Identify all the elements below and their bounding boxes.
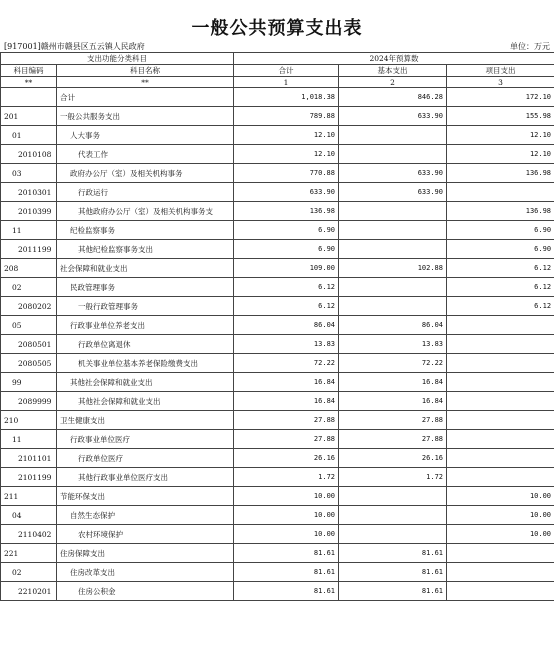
table-row (1, 259, 554, 278)
row-code: 02 (1, 563, 57, 582)
row-total: 13.83 (234, 335, 339, 354)
row-total: 27.88 (234, 411, 339, 430)
row-code: 2089999 (1, 392, 57, 411)
table-row (1, 373, 554, 392)
row-basic (339, 278, 447, 297)
row-project (447, 563, 554, 582)
row-basic (339, 506, 447, 525)
row-name: 合计 (57, 88, 234, 107)
table-row (1, 544, 554, 563)
row-project (447, 354, 554, 373)
row-project: 10.00 (447, 525, 554, 544)
row-total: 136.98 (234, 202, 339, 221)
row-name: 节能环保支出 (57, 487, 234, 506)
row-name: 其他社会保障和就业支出 (57, 392, 234, 411)
header-basic: 基本支出 (339, 65, 447, 77)
row-name: 行政单位医疗 (57, 449, 234, 468)
header-row-columns (1, 65, 554, 77)
row-project (447, 316, 554, 335)
table-row (1, 430, 554, 449)
row-total: 10.00 (234, 506, 339, 525)
row-total: 86.04 (234, 316, 339, 335)
row-code (1, 88, 57, 107)
header-col3: 3 (447, 77, 554, 88)
row-name: 自然生态保护 (57, 506, 234, 525)
row-basic (339, 145, 447, 164)
row-code: 2080202 (1, 297, 57, 316)
row-code: 11 (1, 221, 57, 240)
row-basic: 86.04 (339, 316, 447, 335)
row-basic (339, 240, 447, 259)
row-code: 211 (1, 487, 57, 506)
row-code: 01 (1, 126, 57, 145)
row-total: 6.12 (234, 297, 339, 316)
row-basic (339, 525, 447, 544)
row-total: 81.61 (234, 582, 339, 601)
row-basic: 81.61 (339, 563, 447, 582)
header-total: 合计 (234, 65, 339, 77)
row-code: 201 (1, 107, 57, 126)
row-name: 行政单位离退休 (57, 335, 234, 354)
table-row (1, 107, 554, 126)
table-row (1, 240, 554, 259)
row-name: 民政管理事务 (57, 278, 234, 297)
row-name: 人大事务 (57, 126, 234, 145)
table-row (1, 525, 554, 544)
table-row (1, 468, 554, 487)
row-basic: 27.88 (339, 411, 447, 430)
row-basic: 1.72 (339, 468, 447, 487)
header-name-mark: ** (57, 77, 234, 88)
row-total: 27.88 (234, 430, 339, 449)
row-basic: 81.61 (339, 544, 447, 563)
header-project: 项目支出 (447, 65, 554, 77)
table-row (1, 582, 554, 601)
organization-label: [917001]赣州市赣县区五云镇人民政府 (4, 42, 145, 51)
row-total: 6.90 (234, 240, 339, 259)
row-code: 221 (1, 544, 57, 563)
row-name: 其他社会保障和就业支出 (57, 373, 234, 392)
row-total: 26.16 (234, 449, 339, 468)
row-code: 2110402 (1, 525, 57, 544)
row-name: 社会保障和就业支出 (57, 259, 234, 278)
row-total: 770.88 (234, 164, 339, 183)
table-row (1, 316, 554, 335)
table-row (1, 164, 554, 183)
row-project (447, 449, 554, 468)
row-code: 2080505 (1, 354, 57, 373)
row-total: 72.22 (234, 354, 339, 373)
header-col2: 2 (339, 77, 447, 88)
row-project (447, 392, 554, 411)
header-name: 科目名称 (57, 65, 234, 77)
row-total: 633.90 (234, 183, 339, 202)
row-basic: 16.84 (339, 392, 447, 411)
table-row (1, 88, 554, 107)
row-project (447, 411, 554, 430)
header-func-group: 支出功能分类科目 (1, 53, 234, 65)
row-total: 109.00 (234, 259, 339, 278)
row-total: 81.61 (234, 544, 339, 563)
header-row-group (1, 53, 554, 65)
row-basic (339, 297, 447, 316)
budget-table (0, 52, 554, 601)
table-row (1, 126, 554, 145)
row-project: 6.12 (447, 297, 554, 316)
row-total: 1,018.38 (234, 88, 339, 107)
row-code: 2210201 (1, 582, 57, 601)
row-code: 03 (1, 164, 57, 183)
page-title: 一般公共预算支出表 (191, 18, 363, 39)
table-row (1, 221, 554, 240)
row-project: 155.98 (447, 107, 554, 126)
row-basic (339, 487, 447, 506)
table-row (1, 202, 554, 221)
row-name: 行政事业单位医疗 (57, 430, 234, 449)
row-code: 2011199 (1, 240, 57, 259)
table-row (1, 297, 554, 316)
table-row (1, 506, 554, 525)
row-project (447, 430, 554, 449)
row-name: 其他政府办公厅（室）及相关机构事务支 (57, 202, 234, 221)
row-basic (339, 221, 447, 240)
row-project (447, 373, 554, 392)
row-name: 一般公共服务支出 (57, 107, 234, 126)
row-basic: 633.90 (339, 183, 447, 202)
row-project: 6.12 (447, 278, 554, 297)
row-code: 05 (1, 316, 57, 335)
header-year-group: 2024年预算数 (234, 53, 554, 65)
row-name: 住房公积金 (57, 582, 234, 601)
row-total: 789.88 (234, 107, 339, 126)
row-project: 10.00 (447, 506, 554, 525)
row-total: 1.72 (234, 468, 339, 487)
row-project: 6.90 (447, 240, 554, 259)
unit-label: 单位：万元 (510, 42, 550, 51)
row-total: 6.90 (234, 221, 339, 240)
row-code: 2080501 (1, 335, 57, 354)
row-project (447, 183, 554, 202)
row-name: 一般行政管理事务 (57, 297, 234, 316)
table-row (1, 183, 554, 202)
header-code-mark: ** (1, 77, 57, 88)
row-name: 住房改革支出 (57, 563, 234, 582)
row-name: 纪检监察事务 (57, 221, 234, 240)
row-basic: 13.83 (339, 335, 447, 354)
table-row (1, 354, 554, 373)
row-project: 10.00 (447, 487, 554, 506)
table-row (1, 335, 554, 354)
table-row (1, 145, 554, 164)
header-col1: 1 (234, 77, 339, 88)
row-basic: 102.88 (339, 259, 447, 278)
row-basic (339, 202, 447, 221)
row-basic: 846.28 (339, 88, 447, 107)
row-name: 代表工作 (57, 145, 234, 164)
row-code: 11 (1, 430, 57, 449)
row-project: 6.90 (447, 221, 554, 240)
row-name: 其他纪检监察事务支出 (57, 240, 234, 259)
table-row (1, 487, 554, 506)
row-project (447, 335, 554, 354)
row-total: 6.12 (234, 278, 339, 297)
row-code: 2010399 (1, 202, 57, 221)
row-basic (339, 126, 447, 145)
row-basic: 26.16 (339, 449, 447, 468)
row-code: 208 (1, 259, 57, 278)
row-project (447, 582, 554, 601)
header-code: 科目编码 (1, 65, 57, 77)
row-project (447, 544, 554, 563)
table-row (1, 563, 554, 582)
row-total: 16.84 (234, 373, 339, 392)
header-row-index (1, 77, 554, 88)
row-total: 12.10 (234, 145, 339, 164)
row-code: 2101199 (1, 468, 57, 487)
row-total: 16.84 (234, 392, 339, 411)
row-basic: 16.84 (339, 373, 447, 392)
table-row (1, 449, 554, 468)
row-total: 10.00 (234, 487, 339, 506)
row-total: 10.00 (234, 525, 339, 544)
row-name: 行政事业单位养老支出 (57, 316, 234, 335)
row-project: 12.10 (447, 126, 554, 145)
row-code: 2010301 (1, 183, 57, 202)
row-project: 136.98 (447, 202, 554, 221)
row-basic: 72.22 (339, 354, 447, 373)
row-project: 12.10 (447, 145, 554, 164)
row-code: 04 (1, 506, 57, 525)
row-code: 2101101 (1, 449, 57, 468)
row-name: 住房保障支出 (57, 544, 234, 563)
row-basic: 27.88 (339, 430, 447, 449)
table-row (1, 411, 554, 430)
row-basic: 81.61 (339, 582, 447, 601)
row-code: 02 (1, 278, 57, 297)
row-name: 卫生健康支出 (57, 411, 234, 430)
row-name: 政府办公厅（室）及相关机构事务 (57, 164, 234, 183)
row-code: 2010108 (1, 145, 57, 164)
row-total: 81.61 (234, 563, 339, 582)
row-name: 机关事业单位基本养老保险缴费支出 (57, 354, 234, 373)
row-name: 其他行政事业单位医疗支出 (57, 468, 234, 487)
row-basic: 633.90 (339, 164, 447, 183)
row-code: 99 (1, 373, 57, 392)
row-project (447, 468, 554, 487)
row-project: 136.98 (447, 164, 554, 183)
table-row (1, 278, 554, 297)
row-project: 6.12 (447, 259, 554, 278)
row-total: 12.10 (234, 126, 339, 145)
row-name: 农村环境保护 (57, 525, 234, 544)
row-code: 210 (1, 411, 57, 430)
row-project: 172.10 (447, 88, 554, 107)
row-name: 行政运行 (57, 183, 234, 202)
table-row (1, 392, 554, 411)
row-basic: 633.90 (339, 107, 447, 126)
